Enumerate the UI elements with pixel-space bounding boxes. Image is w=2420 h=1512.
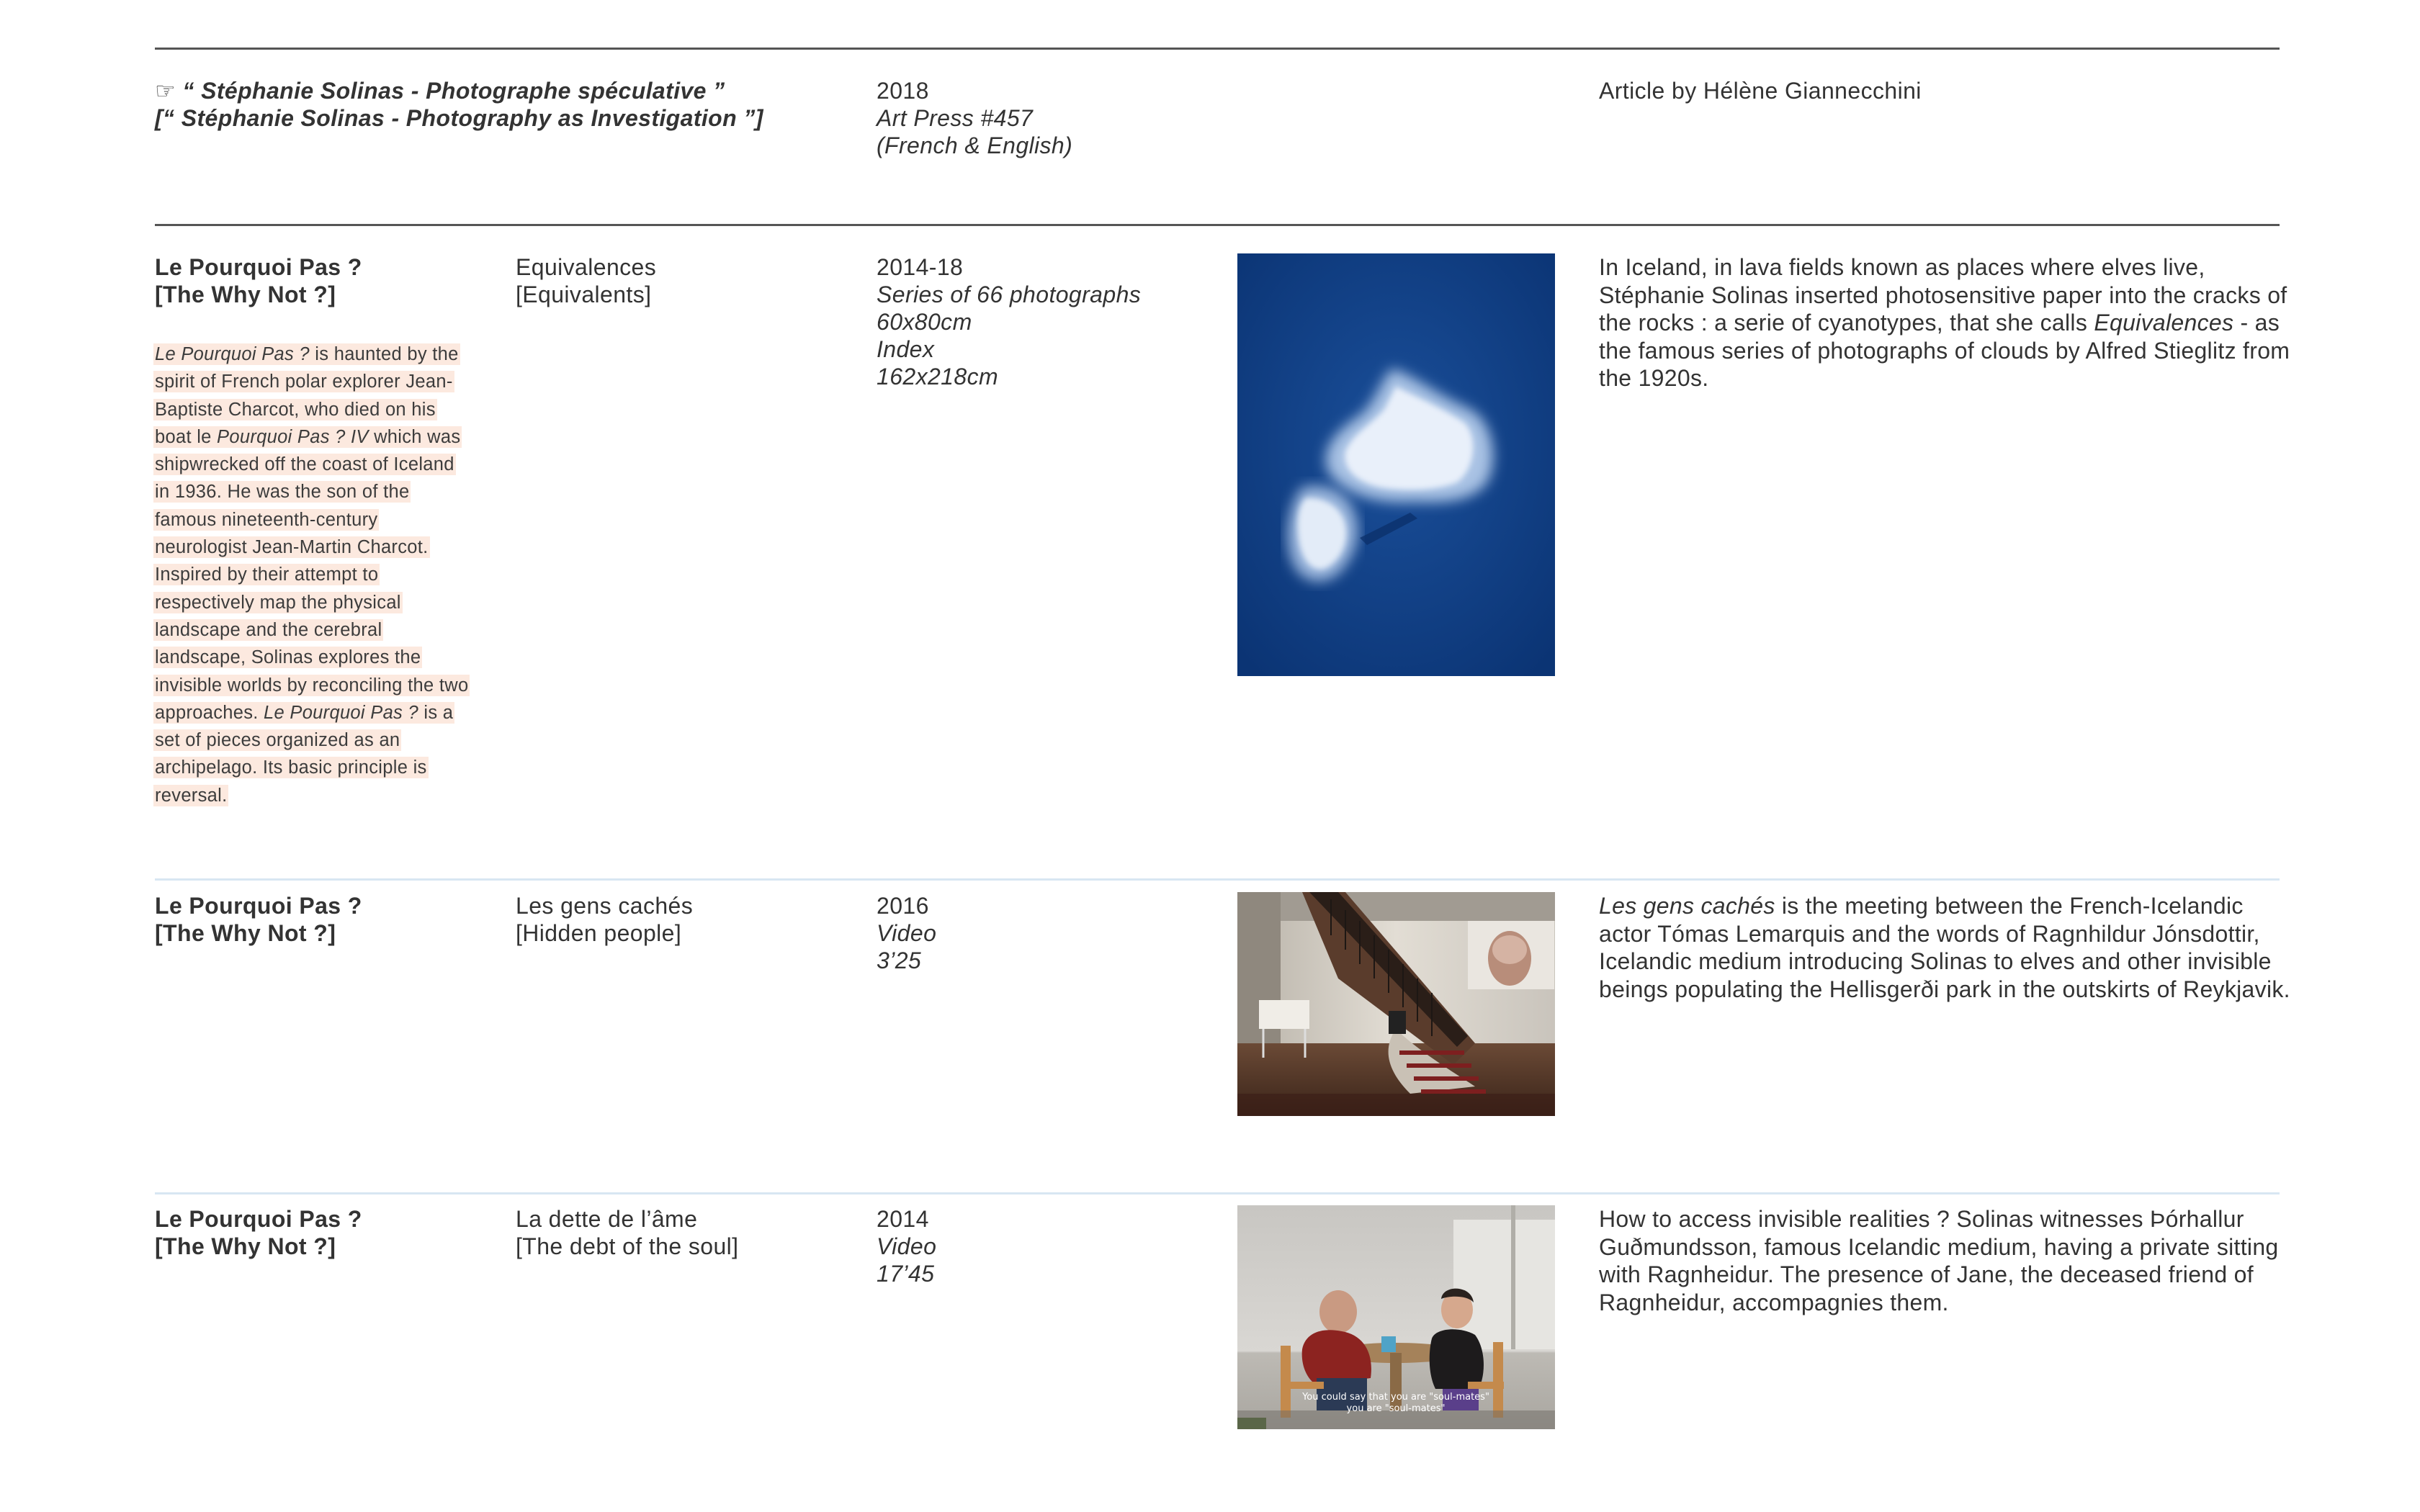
work-title-fr: La dette de l’âme <box>516 1206 698 1232</box>
row-divider <box>155 1192 2280 1194</box>
top-rule <box>155 48 2280 50</box>
project-title-en: [The Why Not ?] <box>155 920 336 946</box>
description-text: - as the famous series of photographs of clouds by Alfred Stieglitz from the 1920s. <box>1599 310 2290 391</box>
work-detail: 162x218cm <box>877 364 999 390</box>
work-1-info <box>877 253 1141 390</box>
work-2-description <box>1599 892 2290 1003</box>
description-em: Equivalences <box>2094 310 2234 336</box>
work-1-project <box>155 253 362 308</box>
work-title-en: [The debt of the soul] <box>516 1233 739 1259</box>
work-year: 2014-18 <box>877 254 964 280</box>
work-title-en: [Hidden people] <box>516 920 682 946</box>
work-2-title <box>516 892 693 947</box>
work-title-fr: Equivalences <box>516 254 657 280</box>
work-3-description <box>1599 1205 2290 1316</box>
project-note <box>153 341 470 809</box>
note-text-2: which was shipwrecked off the coast of Iceland in 1936. He was the son of the famous nineteenth-century neurologist Jean-Martin Charcot. Inspired by their attempt to respectively map the physical landscape and the cerebral landscape, Solinas explores the invisible worlds by reconciling the two approaches. <box>155 426 469 723</box>
article-title-block <box>155 77 763 132</box>
project-title-en: [The Why Not ?] <box>155 1233 336 1259</box>
cyanotype-image[interactable] <box>1237 253 1555 676</box>
work-title-fr: Les gens cachés <box>516 893 694 919</box>
article-credit: Article by Hélène Giannecchini <box>1599 78 1922 104</box>
work-detail: 3’25 <box>877 948 922 973</box>
project-title-en: [The Why Not ?] <box>155 282 336 307</box>
work-detail: Video <box>877 1233 937 1259</box>
description-em: Les gens cachés <box>1599 893 1775 919</box>
row-divider <box>155 878 2280 881</box>
project-title-fr: Le Pourquoi Pas ? <box>155 254 362 280</box>
note-text-3: is a set of pieces organized as an archipelago. Its basic principle is reversal. <box>155 702 454 806</box>
work-year: 2014 <box>877 1206 929 1232</box>
note-title-again: Le Pourquoi Pas ? <box>264 702 418 723</box>
project-title-fr: Le Pourquoi Pas ? <box>155 1206 362 1232</box>
article-publication: Art Press #457 <box>877 105 1034 131</box>
article-title-en: [“ Stéphanie Solinas - Photography as Investigation ”] <box>155 105 763 131</box>
article-title-fr: “ Stéphanie Solinas - Photographe spéculative ” <box>182 78 725 104</box>
description-text: How to access invisible realities ? Solinas witnesses Þórhallur Guðmundsson, famous Icelandic medium, having a private sitting with Ragnheidur. The presence of Jane, the deceased friend of Ragnheidur, accompagnies them. <box>1599 1206 2279 1315</box>
work-2-info <box>877 892 936 974</box>
work-1-title <box>516 253 656 308</box>
note-text-1: is haunted by the spirit of French polar explorer Jean-Baptiste Charcot, who died on his boat le <box>155 344 459 447</box>
subtitle-line-1: You could say that you are "soul-mates" <box>1302 1392 1489 1403</box>
work-2-project <box>155 892 362 947</box>
work-3-info <box>877 1205 936 1287</box>
hidden-people-video-still[interactable] <box>1237 892 1555 1116</box>
subtitle-line-2: you are "soul-mates" <box>1346 1403 1446 1414</box>
work-title-en: [Equivalents] <box>516 282 652 307</box>
debt-of-soul-video-still[interactable] <box>1237 1205 1555 1429</box>
work-detail: 17’45 <box>877 1261 935 1287</box>
work-detail: Index <box>877 336 935 362</box>
work-3-title <box>516 1205 738 1260</box>
work-detail: 60x80cm <box>877 309 972 335</box>
note-title: Le Pourquoi Pas ? <box>155 344 310 364</box>
project-title-fr: Le Pourquoi Pas ? <box>155 893 362 919</box>
work-detail: Video <box>877 920 937 946</box>
pointing-hand-icon: ☞ <box>155 78 176 104</box>
section-rule <box>155 224 2280 226</box>
article-info <box>877 77 1072 159</box>
description-text: is the meeting between the French-Icelandic actor Tómas Lemarquis and the words of Ragnhildur Jónsdottir, Icelandic medium introducing Solinas to elves and other invisible beings populating the Hellisgerði park in the outskirts of Reykjavik. <box>1599 893 2290 1002</box>
description-text: In Iceland, in lava fields known as places where elves live, Stéphanie Solinas inserted photosensitive paper into the cracks of the rocks : a serie of cyanotypes, that she calls <box>1599 254 2287 336</box>
work-1-description <box>1599 253 2290 392</box>
note-boat-name: Pourquoi Pas ? IV <box>217 426 369 447</box>
article-year: 2018 <box>877 78 929 104</box>
article-language: (French & English) <box>877 132 1073 158</box>
work-year: 2016 <box>877 893 929 919</box>
work-3-project <box>155 1205 362 1260</box>
work-detail: Series of 66 photographs <box>877 282 1142 307</box>
